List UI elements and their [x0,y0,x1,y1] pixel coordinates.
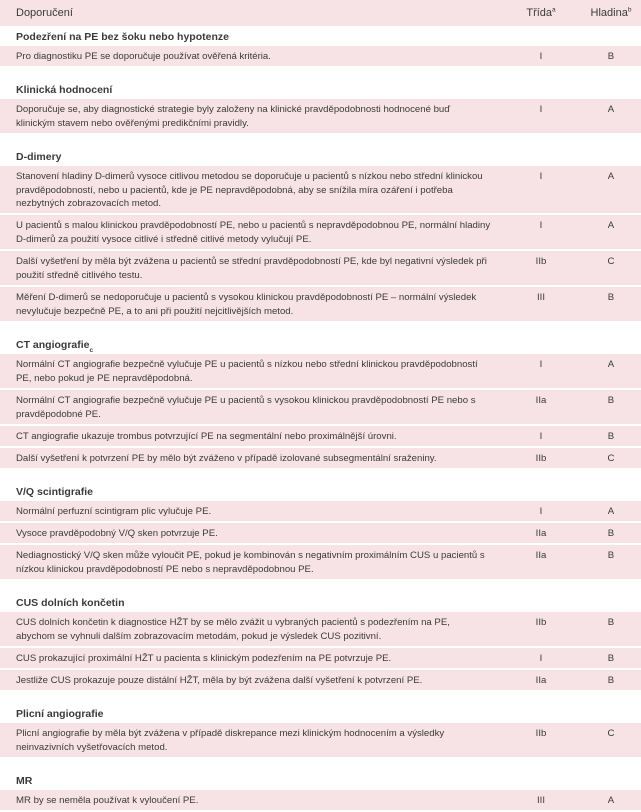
table-row [0,723,641,759]
table-row [0,523,641,545]
section-title: MR [16,775,33,787]
recommendation-text: MR by se neměla používat k vyloučení PE. [16,795,199,806]
class-cell: IIa [535,550,547,561]
table-row [0,545,641,581]
level-cell: B [607,431,615,442]
recommendation-text: Pro diagnostiku PE se doporučuje používat ověřená kritéria. [16,51,271,62]
level-cell: A [607,795,615,806]
level-cell: B [607,617,615,628]
recommendation-text: Stanovení hladiny D-dimerů vysoce citlivou metodou se doporučuje u pacientů s nízkou nebo střední klinickou pravděpodobností, nebo u pacientů, kde je PE nepravděpodobná, aby se snížila míra ozáření i potřeba nezbytných zobrazovacích metod. [16,171,483,209]
table-row [0,790,641,812]
table-row [0,612,641,648]
class-cell: I [539,220,543,231]
recommendation-text: Vysoce pravděpodobný V/Q sken potvrzuje PE. [16,528,218,539]
table-row [0,215,641,251]
table-row [0,426,641,448]
class-cell: III [537,292,545,303]
level-cell: B [607,675,615,686]
recommendation-text: Jestliže CUS prokazuje pouze distální HŽT, měla by být zvážena další vyšetření k potvrzení PE. [16,675,423,686]
class-cell: I [539,359,543,370]
level-cell: A [607,104,615,115]
header-class: Třída$^a$ [526,6,556,19]
table-row [0,99,641,135]
recommendation-text: U pacientů s malou klinickou pravděpodobností PE, nebo u pacientů s nepravděpodobnou PE, normální hladiny D-dimerů za použití vysoce citlivé i středně citlivé metody vylučují PE. [16,220,491,245]
class-cell: I [539,171,543,182]
class-cell: I [539,653,543,664]
section-title: CUS dolních končetin [16,597,125,609]
level-cell: A [607,359,615,370]
recommendation-text: CT angiografie ukazuje trombus potvrzující PE na segmentální nebo proximálnější úrovni. [16,431,397,442]
table-row [0,166,641,215]
class-cell: I [539,431,543,442]
level-cell: A [607,171,615,182]
recommendation-text: CUS dolních končetin k diagnostice HŽT by se mělo zvážit u vybraných pacientů s podezřením na PE, abychom se vyhnuli dalším zobrazovacím metodám, pokud je výsledek CUS pozitivní. [16,617,450,642]
class-cell: I [539,506,543,517]
section-title: Plicní angiografie [16,708,104,720]
level-cell: B [607,395,615,406]
recommendation-text: Normální CT angiografie bezpečně vylučuje PE u pacientů s vysokou klinickou pravděpodobností PE nebo s pravděpodobné PE. [16,395,476,420]
table-row [0,287,641,323]
table-row [0,501,641,523]
table-header [0,0,641,26]
header-recommendation: Doporučení [16,7,73,19]
recommendation-text: Nediagnostický V/Q sken může vyloučit PE, pokud je kombinován s negativním proximálním CUS u pacientů s nízkou klinickou pravděpodobností PE nebo s nepravděpodobnou PE. [16,550,485,575]
class-cell: IIb [535,728,547,739]
recommendation-text: Normální perfuzní scintigram plic vylučuje PE. [16,506,212,517]
recommendation-text: Doporučuje se, aby diagnostické strategie byly založeny na klinické pravděpodobnosti hodnocené buď klinickým stavem nebo ověřenými predikčními pravidly. [16,104,451,129]
table-body [0,26,641,812]
recommendation-text: Plicní angiografie by měla být zvážena v případě diskrepance mezi klinickým hodnocením a výsledky neinvazivních vyšetřovacích metod. [16,728,445,753]
class-cell: IIb [535,617,547,628]
level-cell: C [607,256,615,267]
level-cell: A [607,220,615,231]
section-title: D-dimery [16,151,62,163]
class-cell: IIa [535,395,547,406]
recommendation-text: Další vyšetření by měla být zvážena u pacientů se střední pravděpodobností PE, kde byl negativní výsledek při použití středně citlivého testu. [16,256,487,281]
section-title: Podezření na PE bez šoku nebo hypotenze [16,31,229,43]
class-cell: IIb [535,256,547,267]
class-cell: IIa [535,528,547,539]
class-cell: III [537,795,545,806]
section-title: Klinická hodnocení [16,84,113,96]
header-class-footnote: a [552,6,556,14]
level-cell: C [607,453,615,464]
table-row [0,251,641,287]
section-title: V/Q scintigrafie [16,486,94,498]
recommendation-text: Další vyšetření k potvrzení PE by mělo být zváženo v případě izolované subsegmentální sraženiny. [16,453,437,464]
class-cell: IIb [535,453,547,464]
level-cell: B [607,653,615,664]
table-row [0,354,641,390]
table-row [0,390,641,426]
recommendation-text: Normální CT angiografie bezpečně vylučuje PE u pacientů s nízkou nebo střední klinickou pravděpodobností PE, nebo pokud je PE nepravděpodobná. [16,359,478,384]
table-row [0,670,641,692]
header-level: Hladina$^b$ [590,6,632,19]
class-cell: IIa [535,675,547,686]
level-cell: B [607,550,615,561]
recommendation-text: Měření D-dimerů se nedoporučuje u pacientů s vysokou klinickou pravděpodobností PE – normální výsledek nevylučuje bezpečně PE, a to ani při použití nejcitlivějších metod. [16,292,477,317]
table-row [0,448,641,470]
table-row [0,46,641,68]
class-cell: I [539,51,543,62]
level-cell: B [607,528,615,539]
level-cell: B [607,292,615,303]
class-cell: I [539,104,543,115]
level-cell: C [607,728,615,739]
table-row [0,648,641,670]
header-level-footnote: b [627,6,632,14]
recommendation-text: CUS prokazující proximální HŽT u pacienta s klinickým podezřením na PE potvrzuje PE. [16,653,392,664]
section-title: CT angiografie c [16,339,94,354]
level-cell: B [607,51,615,62]
level-cell: A [607,506,615,517]
